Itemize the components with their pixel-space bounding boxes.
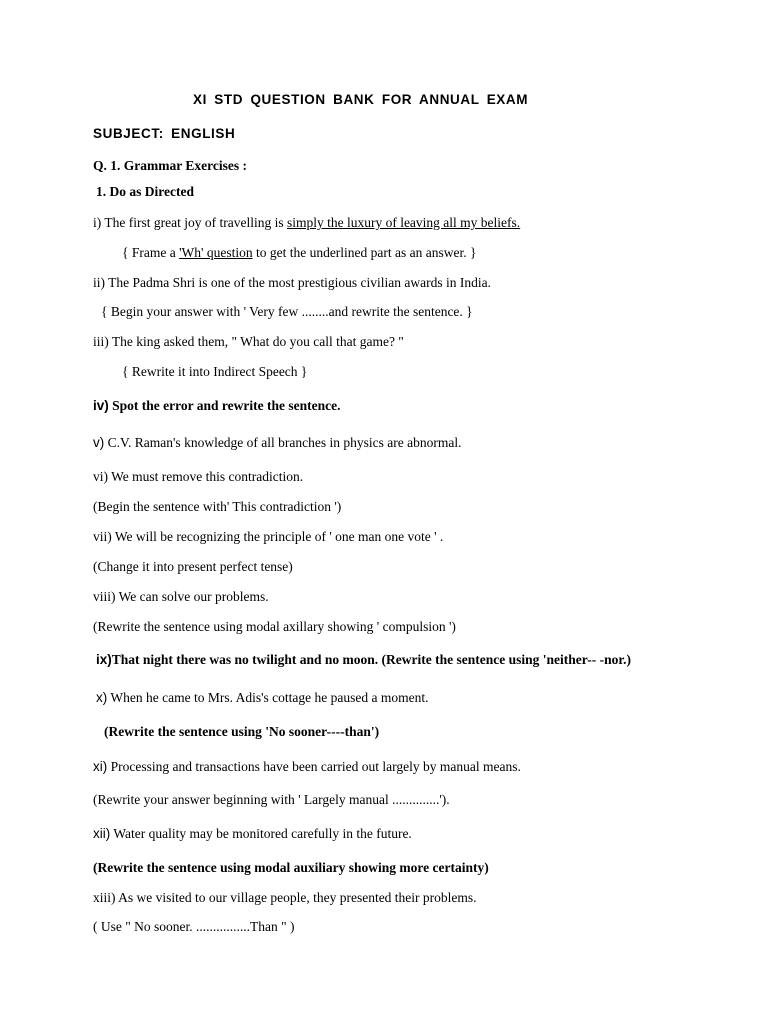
question-ix: [96, 652, 631, 668]
question-x-number: x): [96, 690, 108, 705]
question-iii: iii) The king asked them, " What do you call that game? ": [93, 334, 404, 349]
subsection-heading: 1. Do as Directed: [96, 184, 194, 199]
subject-heading: SUBJECT: ENGLISH: [93, 126, 236, 141]
question-i-text: i) The first great joy of travelling is: [93, 215, 287, 230]
question-xi-instruction: (Rewrite your answer beginning with ' Largely manual ..............').: [93, 792, 450, 807]
question-xii-text: Water quality may be monitored carefully in the future.: [110, 826, 412, 841]
question-iv-number: iv): [93, 398, 109, 413]
question-vii-instruction: (Change it into present perfect tense): [93, 559, 293, 574]
question-ix-number: ix): [96, 652, 112, 667]
question-i-instruction-underlined: 'Wh' question: [179, 245, 253, 260]
question-vii: vii) We will be recognizing the principle of ' one man one vote ' .: [93, 529, 444, 544]
question-iii-instruction: { Rewrite it into Indirect Speech }: [122, 364, 308, 379]
question-xi-number: xi): [93, 759, 108, 774]
question-ii-instruction: { Begin your answer with ' Very few ........and rewrite the sentence. }: [101, 304, 473, 319]
question-v-number: v): [93, 435, 105, 450]
question-xii-number: xii): [93, 826, 111, 841]
question-i-instruction-post: to get the underlined part as an answer. }: [252, 245, 477, 260]
question-xiii-instruction: ( Use " No sooner. ................Than " ): [93, 919, 295, 934]
question-viii: viii) We can solve our problems.: [93, 589, 269, 604]
question-x-instruction: (Rewrite the sentence using 'No sooner----than'): [104, 724, 380, 739]
question-viii-instruction: (Rewrite the sentence using modal axillary showing ' compulsion '): [93, 619, 456, 634]
question-v: [93, 435, 461, 451]
question-vi: vi) We must remove this contradiction.: [93, 469, 304, 484]
question-i-instruction: [122, 245, 477, 261]
question-x: [96, 690, 428, 706]
question-i-instruction-pre: { Frame a: [122, 245, 180, 260]
question-xii: [93, 826, 412, 842]
question-x-text: When he came to Mrs. Adis's cottage he paused a moment.: [107, 690, 429, 705]
question-i: [93, 215, 520, 231]
question-iv: [93, 398, 340, 414]
question-v-text: C.V. Raman's knowledge of all branches in physics are abnormal.: [104, 435, 462, 450]
question-ii: ii) The Padma Shri is one of the most prestigious civilian awards in India.: [93, 275, 491, 290]
question-xiii: xiii) As we visited to our village people, they presented their problems.: [93, 890, 477, 905]
question-ix-text: That night there was no twilight and no moon. (Rewrite the sentence using 'neither-- -nor.): [111, 652, 632, 667]
question-i-underlined: simply the luxury of leaving all my beliefs.: [286, 215, 521, 230]
question-xii-instruction: (Rewrite the sentence using modal auxiliary showing more certainty): [93, 860, 489, 875]
question-xi: [93, 759, 521, 775]
page-title: XI STD QUESTION BANK FOR ANNUAL EXAM: [193, 92, 529, 107]
question-iv-text: Spot the error and rewrite the sentence.: [108, 398, 341, 413]
question-vi-instruction: (Begin the sentence with' This contradiction '): [93, 499, 342, 514]
section-heading: Q. 1. Grammar Exercises :: [93, 158, 247, 173]
question-xi-text: Processing and transactions have been carried out largely by manual means.: [107, 759, 521, 774]
